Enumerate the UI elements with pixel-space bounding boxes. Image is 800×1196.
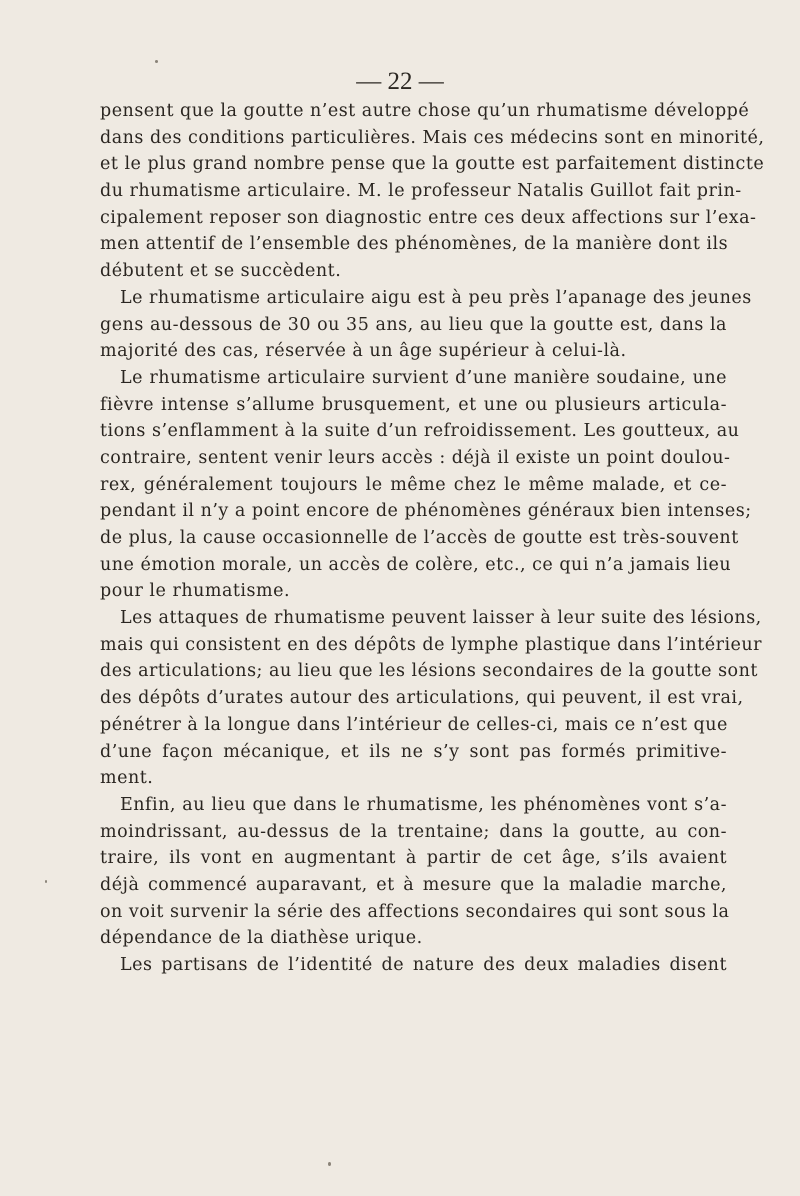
text-line: des dépôts d’urates autour des articulations, qui peuvent, il est vrai, [100,688,744,709]
text-line: dépendance de la diathèse urique. [100,928,423,949]
page-number: — 22 — [356,68,444,95]
paragraph [100,365,752,605]
text-line: et le plus grand nombre pense que la goutte est parfaitement distincte [100,154,765,175]
text-line: d’une façon mécanique, et ils ne s’y sont pas formés primitive- [100,741,727,762]
text-line: dans des conditions particulières. Mais ces médecins sont en minorité, [100,127,765,148]
paragraph [100,605,763,792]
text-line: une émotion morale, un accès de colère, etc., ce qui n’a jamais lieu [100,554,732,575]
text-line: pénétrer à la longue dans l’intérieur de celles-ci, mais ce n’est que [100,714,728,735]
text-line: Le rhumatisme articulaire survient d’une manière soudaine, une [120,367,727,388]
text-line: de plus, la cause occasionnelle de l’accès de goutte est très-souvent [100,528,739,548]
text-line: mais qui consistent en des dépôts de lymphe plastique dans l’intérieur [100,634,763,655]
text-line: pendant il n’y a point encore de phénomènes généraux bien intenses; [100,501,752,522]
paper-speck [45,880,47,883]
text-line: Le rhumatisme articulaire aigu est à peu près l’apanage des jeunes [120,287,752,308]
paper-speck [328,1162,331,1166]
body-text [100,98,765,979]
text-line: contraire, sentent venir leurs accès : déjà il existe un point doulou- [100,447,731,468]
text-line: on voit survenir la série des affections secondaires qui sont sous la [100,901,730,922]
text-line: déjà commencé auparavant, et à mesure que la maladie marche, [100,874,727,895]
text-line: majorité des cas, réservée à un âge supérieur à celui-là. [100,341,627,362]
text-line: des articulations; au lieu que les lésions secondaires de la goutte sont [100,661,758,682]
text-line: ment. [100,768,154,789]
paragraph [100,792,730,952]
text-line: rex, généralement toujours le même chez le même malade, et ce- [100,474,727,495]
paragraph [100,952,727,979]
text-line: tions s’enflamment à la suite d’un refroidissement. Les goutteux, au [100,421,740,442]
text-line: du rhumatisme articulaire. M. le professeur Natalis Guillot fait prin- [100,181,742,202]
text-line: men attentif de l’ensemble des phénomènes, de la manière dont ils [100,234,729,255]
text-line: cipalement reposer son diagnostic entre ces deux affections sur l’exa- [100,207,757,228]
text-line: gens au-dessous de 30 ou 35 ans, au lieu que la goutte est, dans la [100,314,727,335]
text-line: pour le rhumatisme. [100,581,291,602]
paragraph [100,98,765,285]
text-line: traire, ils vont en augmentant à partir de cet âge, s’ils avaient [100,848,727,869]
text-line: Les partisans de l’identité de nature des deux maladies disent [120,955,727,975]
text-line: Les attaques de rhumatisme peuvent laisser à leur suite des lésions, [120,608,762,629]
text-line: pensent que la goutte n’est autre chose qu’un rhumatisme développé [100,101,750,121]
paragraph [100,285,752,365]
text-line: Enfin, au lieu que dans le rhumatisme, les phénomènes vont s’a- [120,794,727,815]
paper-speck [155,60,158,63]
text-line: moindrissant, au-dessus de la trentaine; dans la goutte, au con- [100,821,727,842]
text-line: débutent et se succèdent. [100,261,342,282]
text-line: fièvre intense s’allume brusquement, et une ou plusieurs articula- [100,394,727,415]
